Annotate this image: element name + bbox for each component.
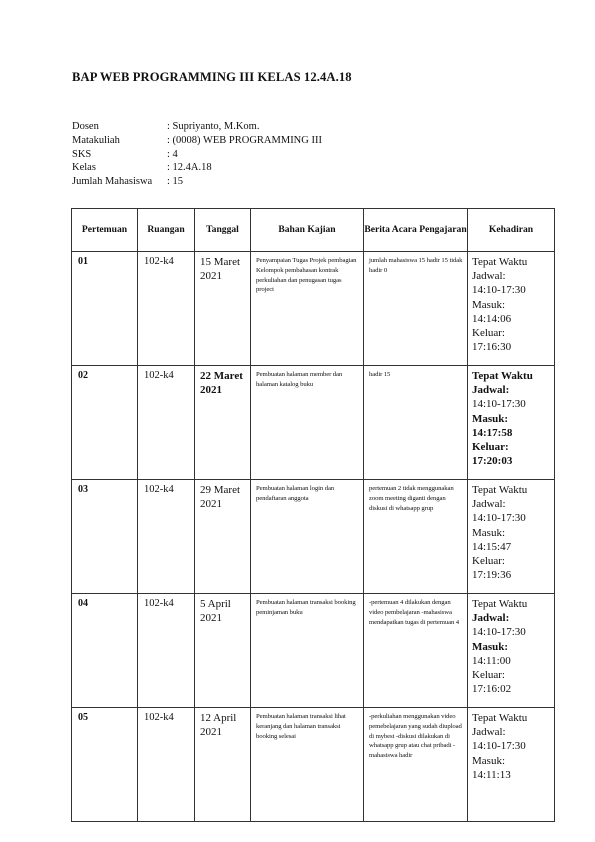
attendance-status: Tepat Waktu [472,712,528,724]
cell-pertemuan: 01 [72,252,138,366]
attendance-schedule-label: Jadwal: [472,612,510,625]
info-label: Matakuliah [72,134,120,146]
cell-tanggal: 12 April 2021 [195,708,251,822]
attendance-in-label: Masuk: [472,412,509,425]
cell-tanggal: 29 Maret 2021 [195,480,251,594]
table-row [72,594,555,708]
attendance-table [71,208,555,822]
table-row [72,480,555,594]
cell-kehadiran [468,708,555,822]
attendance-schedule: 14:10-17:30 [472,740,526,753]
cell-kehadiran [468,366,555,480]
table-row [72,708,555,822]
page-title: BAP WEB PROGRAMMING III KELAS 12.4A.18 [72,70,352,84]
info-value: : 12.4A.18 [167,162,212,174]
attendance-out-label: Keluar: [472,441,509,454]
cell-pertemuan: 03 [72,480,138,594]
attendance-schedule-label: Jadwal: [472,726,506,739]
attendance-out-label: Keluar: [472,555,505,568]
attendance-schedule-label: Jadwal: [472,498,506,511]
header-pertemuan: Pertemuan [72,209,138,252]
info-value: : 4 [167,148,178,160]
cell-pertemuan: 05 [72,708,138,822]
attendance-in-label: Masuk: [472,298,505,311]
attendance-out-label: Keluar: [472,327,505,340]
cell-bahan-kajian: Penyampaian Tugas Projek pembagian Kelompok pembahasan kontrak perkuliahan dan penugasan tugas project [251,252,364,366]
info-row-matakuliah [72,134,322,148]
course-info [72,120,322,189]
info-row-jumlah-mahasiswa [72,175,322,189]
header-kehadiran: Kehadiran [468,209,555,252]
attendance-status: Tepat Waktu [472,484,528,496]
cell-tanggal: 22 Maret 2021 [195,366,251,480]
cell-kehadiran [468,594,555,708]
attendance-in-time: 14:15:47 [472,540,512,553]
cell-berita-acara: hadir 15 [364,366,468,480]
attendance-schedule: 14:10-17:30 [472,398,526,411]
cell-pertemuan: 04 [72,594,138,708]
info-value: : 15 [167,176,184,188]
cell-bahan-kajian: Pembuatan halaman login dan pendaftaran anggota [251,480,364,594]
attendance-status: Tepat Waktu [472,598,528,610]
info-label: SKS [72,148,92,160]
cell-ruangan: 102-k4 [138,708,195,822]
attendance-status: Tepat Waktu [472,370,533,382]
header-ruangan: Ruangan [138,209,195,252]
attendance-in-time: 14:11:00 [472,654,511,667]
attendance-in-time: 14:17:58 [472,426,513,439]
cell-bahan-kajian: Pembuatan halaman member dan halaman katalog buku [251,366,364,480]
table-header-row [72,209,555,252]
attendance-out-label: Keluar: [472,669,505,682]
header-berita-acara: Berita Acara Pengajaran [364,209,468,252]
cell-berita-acara: -pertemuan 4 dilakukan dengan video pembelajaran -mahasiswa mendapatkan tugas di pertemuan 4 [364,594,468,708]
header-tanggal: Tanggal [195,209,251,252]
cell-ruangan: 102-k4 [138,366,195,480]
info-row-kelas [72,161,322,175]
attendance-status: Tepat Waktu [472,256,528,268]
attendance-in-label: Masuk: [472,640,509,653]
cell-ruangan: 102-k4 [138,594,195,708]
attendance-in-label: Masuk: [472,526,505,539]
cell-bahan-kajian: Pembuatan halaman transaksi booking peminjaman buku [251,594,364,708]
info-row-sks [72,148,322,162]
cell-berita-acara: -perkuliahan menggunakan video pemebelajaran yang sudah diupload di mybest -diskusi dilakukan di whatsapp grup atau chat pribadi -mahasiswa hadir [364,708,468,822]
attendance-in-time: 14:11:13 [472,768,511,781]
info-label: Jumlah Mahasiswa [72,176,153,188]
attendance-out-time: 17:19:36 [472,569,512,582]
attendance-schedule-label: Jadwal: [472,270,506,283]
cell-tanggal: 5 April 2021 [195,594,251,708]
cell-tanggal: 15 Maret 2021 [195,252,251,366]
info-label: Dosen [72,121,99,132]
attendance-schedule: 14:10-17:30 [472,512,526,525]
table-row [72,252,555,366]
attendance-in-label: Masuk: [472,754,505,767]
cell-berita-acara: pertemuan 2 tidak menggunakan zoom meeting diganti dengan diskusi di whatsapp grup [364,480,468,594]
cell-ruangan: 102-k4 [138,480,195,594]
attendance-out-time: 17:16:30 [472,341,512,354]
info-label: Kelas [72,162,96,174]
cell-bahan-kajian: Pembuatan halaman transaksi lihat keranjang dan halaman transaksi booking selesai [251,708,364,822]
attendance-out-time: 17:16:02 [472,683,512,696]
info-value: : (0008) WEB PROGRAMMING III [167,134,322,146]
cell-berita-acara: jumlah mahasiswa 15 hadir 15 tidak hadir 0 [364,252,468,366]
info-value: : Supriyanto, M.Kom. [167,121,260,132]
table-row [72,366,555,480]
attendance-in-time: 14:14:06 [472,312,512,325]
attendance-out-time: 17:20:03 [472,455,513,468]
header-bahan-kajian: Bahan Kajian [251,209,364,252]
attendance-schedule: 14:10-17:30 [472,626,526,639]
attendance-schedule: 14:10-17:30 [472,284,526,297]
cell-ruangan: 102-k4 [138,252,195,366]
cell-kehadiran [468,252,555,366]
info-row-dosen [72,120,322,134]
attendance-schedule-label: Jadwal: [472,384,510,397]
cell-pertemuan: 02 [72,366,138,480]
cell-kehadiran [468,480,555,594]
